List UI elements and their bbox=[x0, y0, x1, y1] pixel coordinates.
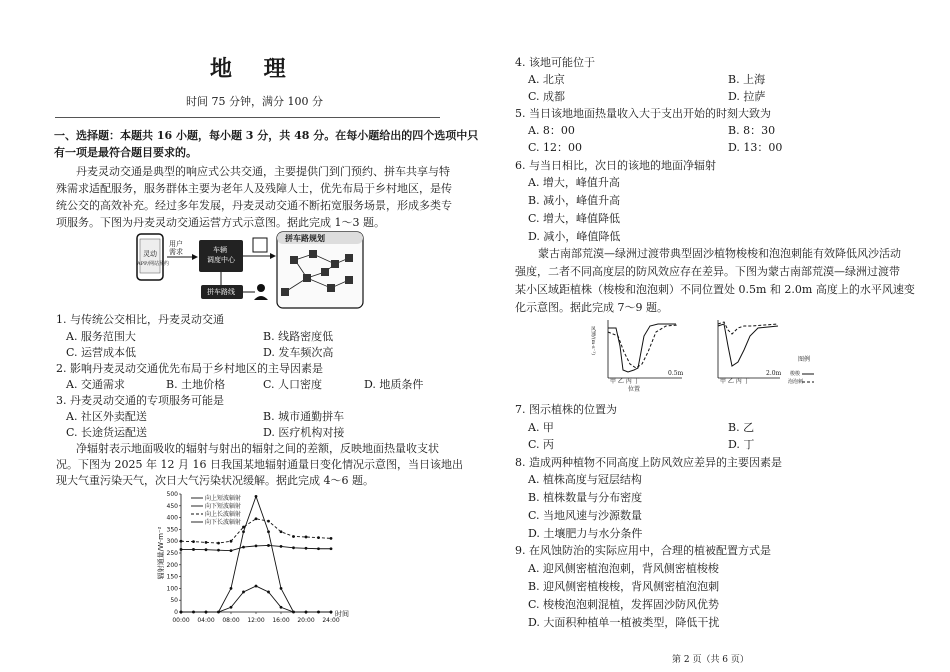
data-point bbox=[205, 541, 208, 544]
data-point bbox=[330, 547, 333, 550]
option[interactable]: B. 上海 bbox=[728, 73, 766, 86]
question-stem: 1. 与传统公交相比，丹麦灵动交通 bbox=[56, 313, 224, 326]
option[interactable]: A. 8：00 bbox=[528, 124, 575, 137]
data-point bbox=[242, 530, 245, 533]
question-stem: 8. 造成两种植物不同高度上防风效应差异的主要因素是 bbox=[515, 456, 782, 469]
legend-title: 图例 bbox=[798, 356, 811, 363]
center-label-2: 调度中心 bbox=[207, 256, 235, 264]
y-tick-label: 100 bbox=[166, 585, 178, 593]
data-point bbox=[292, 611, 295, 614]
section-heading-line2: 有一项是最符合题目要求的。 bbox=[54, 146, 197, 159]
data-point bbox=[292, 546, 295, 549]
data-point bbox=[180, 611, 183, 614]
wind-positions-right: 甲 乙 丙 丁 bbox=[720, 378, 750, 385]
arrow-label-user: 用户 bbox=[169, 240, 183, 248]
height-label-20: 2.0m bbox=[766, 370, 782, 377]
x-tick-label: 00:00 bbox=[172, 617, 190, 624]
option[interactable]: B. 植株数量与分布密度 bbox=[528, 491, 643, 504]
passage3-line: 蒙古南部荒漠—绿洲过渡带典型固沙植物梭梭和泡泡刺能有效降低风沙活动 bbox=[538, 247, 901, 260]
data-point bbox=[180, 548, 183, 551]
option[interactable]: C. 人口密度 bbox=[263, 378, 323, 391]
data-point bbox=[267, 520, 270, 523]
question-stem: 7. 图示植株的位置为 bbox=[515, 403, 617, 416]
option[interactable]: D. 丁 bbox=[728, 438, 755, 451]
data-point bbox=[205, 611, 208, 614]
data-point bbox=[217, 611, 220, 614]
radiation-chart-svg bbox=[155, 488, 355, 663]
data-point bbox=[255, 495, 258, 498]
option[interactable]: C. 丙 bbox=[528, 438, 555, 451]
y-axis-label: 辐射通量/W·m⁻² bbox=[157, 526, 165, 580]
y-tick-label: 400 bbox=[166, 514, 178, 522]
option[interactable]: A. 北京 bbox=[528, 73, 565, 86]
x-axis-label: 时间 bbox=[335, 610, 349, 618]
option[interactable]: D. 土壤肥力与水分条件 bbox=[528, 527, 643, 540]
data-point bbox=[292, 535, 295, 538]
passage3-line: 化示意图。据此完成 7～9 题。 bbox=[515, 301, 668, 314]
question-stem: 9. 在风蚀防治的实际应用中，合理的植被配置方式是 bbox=[515, 544, 771, 557]
option[interactable]: D. 减小，峰值降低 bbox=[528, 230, 621, 243]
data-point bbox=[192, 540, 195, 543]
data-point bbox=[280, 587, 283, 590]
option[interactable]: C. 当地风速与沙源数量 bbox=[528, 509, 643, 522]
series-line bbox=[181, 586, 331, 612]
option[interactable]: D. 大面积种植单一植被类型，降低干扰 bbox=[528, 616, 720, 629]
legend-a: 梭梭 bbox=[790, 371, 801, 377]
question-stem: 3. 丹麦灵动交通的专项服务可能是 bbox=[56, 394, 224, 407]
option[interactable]: C. 增大，峰值降低 bbox=[528, 212, 621, 225]
app-sub-label: APP/网站预约 bbox=[137, 261, 170, 267]
y-tick-label: 300 bbox=[166, 538, 178, 546]
page-title: 地 理 bbox=[210, 56, 298, 82]
y-tick-label: 150 bbox=[166, 573, 178, 581]
operation-diagram bbox=[135, 230, 365, 312]
wind-speed-figure bbox=[590, 316, 830, 396]
data-point bbox=[217, 549, 220, 552]
option[interactable]: B. 线路密度低 bbox=[263, 330, 334, 343]
option[interactable]: A. 社区外卖配送 bbox=[66, 410, 147, 423]
passage2-line: 现大气重污染天气，次日大气污染状况缓解。据此完成 4～6 题。 bbox=[56, 474, 374, 487]
arrow-label-demand: 需求 bbox=[169, 248, 183, 256]
y-tick-label: 450 bbox=[166, 502, 178, 510]
option[interactable]: A. 迎风侧密植泡泡刺，背风侧密植梭梭 bbox=[528, 562, 719, 575]
user-icon bbox=[257, 284, 265, 292]
option[interactable]: A. 服务范围大 bbox=[66, 330, 136, 343]
data-point bbox=[230, 540, 233, 543]
y-tick-label: 50 bbox=[170, 597, 178, 605]
option[interactable]: D. 拉萨 bbox=[728, 90, 766, 103]
series-line bbox=[181, 496, 331, 612]
question-stem: 5. 当日该地地面热量收入大于支出开始的时刻大致为 bbox=[515, 107, 771, 120]
x-tick-label: 08:00 bbox=[222, 617, 240, 624]
option[interactable]: A. 甲 bbox=[528, 421, 554, 434]
data-point bbox=[192, 611, 195, 614]
data-point bbox=[242, 546, 245, 549]
data-point bbox=[230, 549, 233, 552]
data-point bbox=[305, 536, 308, 539]
x-tick-label: 16:00 bbox=[272, 617, 290, 624]
option[interactable]: D. 13：00 bbox=[728, 141, 783, 154]
route-map-title: 拼车路规划 bbox=[285, 233, 325, 243]
passage3-line: 某小区域距植株（梭梭和泡泡刺）不同位置处 0.5m 和 2.0m 高度上的水平风速变 bbox=[515, 283, 915, 296]
data-point bbox=[267, 530, 270, 533]
legend-label: 向上长波辐射 bbox=[205, 511, 242, 518]
option[interactable]: C. 长途货运配送 bbox=[66, 426, 148, 439]
data-point bbox=[180, 540, 183, 543]
option[interactable]: B. 土地价格 bbox=[166, 378, 226, 391]
data-point bbox=[255, 517, 258, 520]
option[interactable]: B. 城市通勤拼车 bbox=[263, 410, 345, 423]
passage3-line: 强度，二者不同高度层的防风效应存在差异。下图为蒙古南部荒漠—绿洲过渡带 bbox=[515, 265, 900, 278]
y-tick-label: 500 bbox=[166, 491, 178, 498]
passage1-line: 丹麦灵动交通是典型的响应式公共交通，主要提供门到门预约、拼车共享与特 bbox=[76, 165, 450, 178]
x-tick-label: 20:00 bbox=[297, 617, 315, 624]
data-point bbox=[317, 547, 320, 550]
data-point bbox=[255, 585, 258, 588]
option[interactable]: C. 12：00 bbox=[528, 141, 583, 154]
app-label: 灵动 bbox=[143, 250, 157, 258]
passage2-line: 况。下图为 2025 年 12 月 16 日我国某地辐射通量日变化情况示意图，当日该地出 bbox=[56, 458, 463, 471]
passage2-line: 净辐射表示地面吸收的辐射与射出的辐射之间的差额，反映地面热量收支状 bbox=[76, 442, 439, 455]
option[interactable]: C. 成都 bbox=[528, 90, 566, 103]
data-point bbox=[330, 611, 333, 614]
option[interactable]: C. 运营成本低 bbox=[66, 346, 137, 359]
data-point bbox=[305, 547, 308, 550]
legend-b: 泡泡刺 bbox=[788, 379, 804, 385]
option[interactable]: D. 医疗机构对接 bbox=[263, 426, 345, 439]
data-point bbox=[267, 544, 270, 547]
option[interactable]: A. 增大，峰值升高 bbox=[528, 176, 620, 189]
legend-label: 向下长波辐射 bbox=[205, 519, 242, 526]
center-label-1: 车辆 bbox=[213, 246, 227, 254]
data-point bbox=[217, 542, 220, 545]
passage1-line: 项服务。下图为丹麦灵动交通运营方式示意图。据此完成 1～3 题。 bbox=[56, 216, 385, 229]
page-footer: 第 2 页（共 6 页） bbox=[672, 655, 749, 665]
height-label-05: 0.5m bbox=[668, 370, 684, 377]
data-point bbox=[255, 545, 258, 548]
option[interactable]: B. 乙 bbox=[728, 421, 755, 434]
option[interactable]: C. 梭梭泡泡刺混植，发挥固沙防风优势 bbox=[528, 598, 720, 611]
legend-label: 向上短波辐射 bbox=[205, 495, 242, 502]
option[interactable]: D. 地质条件 bbox=[364, 378, 424, 391]
passage1-line: 统公交的高效补充。经过多年发展，丹麦灵动交通不断拓宽服务场景，形成多类专 bbox=[56, 199, 452, 212]
question-stem: 2. 影响丹麦灵动交通优先布局于乡村地区的主导因素是 bbox=[56, 362, 323, 375]
data-point bbox=[305, 611, 308, 614]
data-point bbox=[230, 587, 233, 590]
data-point bbox=[317, 611, 320, 614]
data-point bbox=[192, 548, 195, 551]
data-point bbox=[242, 591, 245, 594]
x-tick-label: 12:00 bbox=[247, 617, 265, 624]
data-point bbox=[280, 545, 283, 548]
data-point bbox=[205, 548, 208, 551]
x-tick-label: 24:00 bbox=[322, 617, 340, 624]
data-point bbox=[230, 606, 233, 609]
option[interactable]: B. 迎风侧密植梭梭，背风侧密植泡泡刺 bbox=[528, 580, 720, 593]
data-point bbox=[330, 537, 333, 540]
route-label: 拼车路线 bbox=[207, 288, 235, 296]
page-subtitle: 时间 75 分钟，满分 100 分 bbox=[186, 95, 323, 108]
question-stem: 6. 与当日相比，次日的该地的地面净辐射 bbox=[515, 159, 716, 172]
wind-positions: 甲 乙 丙 丁 bbox=[610, 378, 640, 385]
data-point bbox=[280, 530, 283, 533]
option[interactable]: D. 发车频次高 bbox=[263, 346, 334, 359]
data-point bbox=[317, 536, 320, 539]
option[interactable]: B. 减小，峰值升高 bbox=[528, 194, 621, 207]
data-point bbox=[267, 591, 270, 594]
y-tick-label: 250 bbox=[166, 550, 178, 557]
wind-x-label: 位置 bbox=[628, 386, 641, 393]
y-tick-label: 200 bbox=[166, 561, 178, 569]
series-line bbox=[181, 519, 331, 543]
wind-y-label: 风速/(m·s⁻¹) bbox=[590, 326, 596, 356]
option[interactable]: A. 交通需求 bbox=[66, 378, 125, 391]
legend-label: 向下短波辐射 bbox=[205, 503, 242, 510]
x-tick-label: 04:00 bbox=[197, 617, 215, 624]
data-point bbox=[242, 526, 245, 529]
question-stem: 4. 该地可能位于 bbox=[515, 56, 595, 69]
y-tick-label: 0 bbox=[174, 609, 178, 616]
printer-icon bbox=[253, 238, 267, 252]
radiation-chart bbox=[155, 488, 355, 663]
passage1-line: 殊需求适配服务，服务群体主要为老年人及残障人士，优先布局于乡村地区，是传 bbox=[56, 182, 452, 195]
section-heading-line1: 一、选择题：本题共 16 小题，每小题 3 分，共 48 分。在每小题给出的四个选项中只 bbox=[54, 129, 479, 142]
option[interactable]: B. 8：30 bbox=[728, 124, 776, 137]
option[interactable]: A. 植株高度与冠层结构 bbox=[528, 473, 642, 486]
title-divider bbox=[55, 117, 440, 118]
data-point bbox=[280, 606, 283, 609]
y-tick-label: 350 bbox=[166, 526, 178, 534]
